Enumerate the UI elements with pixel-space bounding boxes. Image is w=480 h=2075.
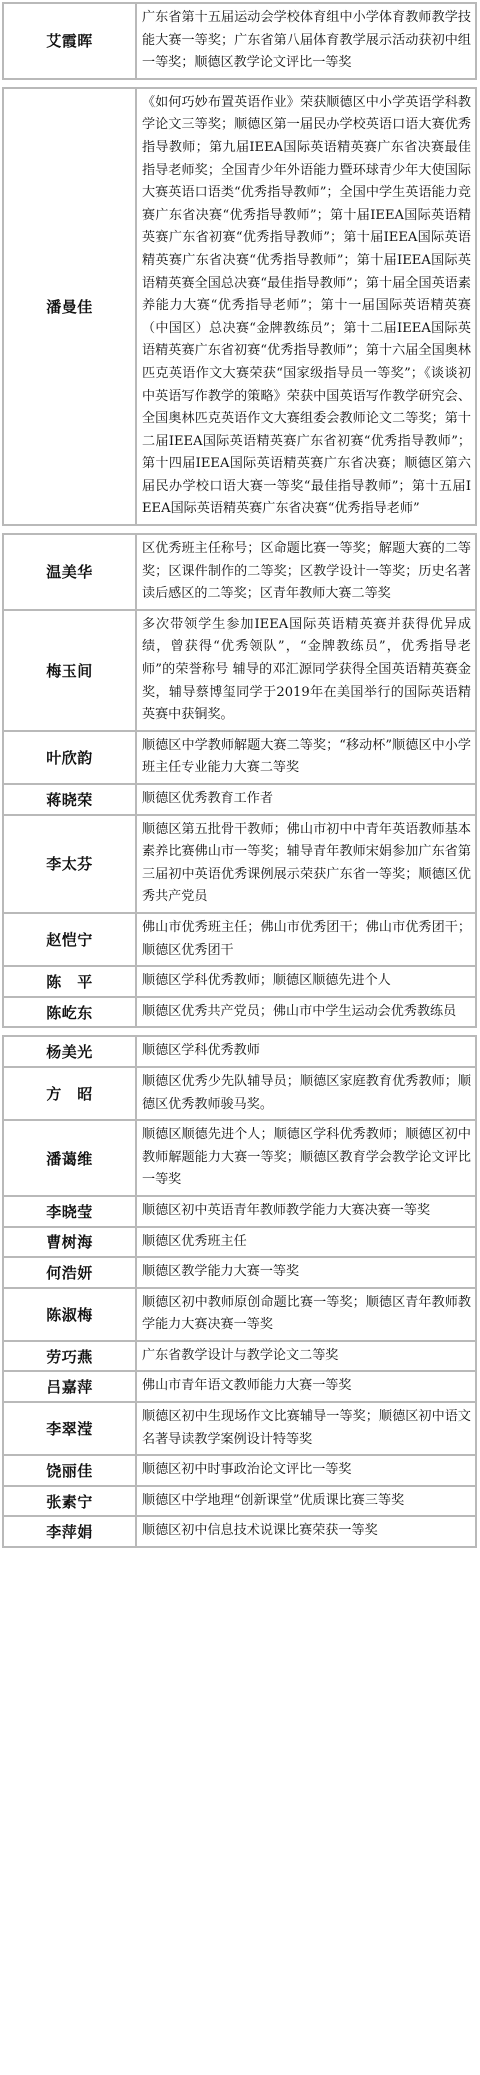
award-description: 顺德区优秀班主任 [142,1233,247,1249]
award-description: 广东省第十五届运动会学校体育组中小学体育教师教学技能大赛一等奖；广东省第八届体育教学展示活动获初中组一等奖；顺德区教学论文评比一等奖 [142,10,471,71]
teacher-name: 李萍娟 [4,1517,137,1546]
table-row [4,1454,475,1485]
award-description: 顺德区初中信息技术说课比赛荣获一等奖 [142,1523,378,1539]
award-description: 顺德区中学教师解题大赛二等奖；“移动杯”顺德区中小学班主任专业能力大赛二等奖 [142,737,471,776]
award-description: 顺德区初中时事政治论文评比一等奖 [142,1462,352,1478]
award-description: 顺德区初中英语青年教师教学能力大赛决赛一等奖 [142,1202,431,1218]
table-section [2,533,477,1028]
award-description: 多次带领学生参加IEEA国际英语精英赛并获得优异成绩，曾获得“优秀领队”，“金牌教练员”，优秀指导老师”的荣誉称号 辅导的邓汇源同学获得全国英语精英赛金奖，辅导蔡博玺同学于2019年在美国举行的国际英语精英赛中获铜奖。 [142,616,471,723]
award-description: 顺德区教学能力大赛一等奖 [142,1264,300,1280]
table-row [4,4,475,78]
table-row [4,783,475,814]
table-section [2,1035,477,1548]
table-row [4,1256,475,1287]
table-row [4,89,475,524]
teacher-name: 赵恺宁 [4,914,137,965]
award-description: 《如何巧妙布置英语作业》荣获顺德区中小学英语学科教学论文三等奖；顺德区第一届民办学校英语口语大赛优秀指导教师；第九届IEEA国际英语精英赛广东省决赛最佳指导老师奖；全国青少年外语能力暨环球青少年大使国际大赛英语口语类“优秀指导教师”；全国中学生英语能力竞赛广东省决赛“优秀指导教师”；第十届IEEA国际英语精英赛广东省初赛“优秀指导教师”；第十届IEEA国际英语精英赛广东省决赛“优秀指导教师”；第十届IEEA国际英语精英赛全国总决赛“最佳指导教师”；第十届全国英语素养能力大赛“优秀指导老师”；第十一届国际英语精英赛（中国区）总决赛“金牌教练员”；第十二届IEEA国际英语精英赛广东省初赛“优秀指导教师”；第十六届全国奥林匹克英语作文大赛荣获“国家级指导员一等奖”；《谈谈初中英语写作教学的策略》荣获中国英语写作教学研究会、全国奥林匹克英语作文大赛组委会教师论文二等奖；第十二届IEEA国际英语精英赛广东省初赛“优秀指导教师”；第十四届IEEA国际英语精英赛广东省决赛；顺德区第六届民办学校口语大赛一等奖“最佳指导教师”；第十五届IEEA国际英语精英赛广东省决赛“优秀指导老师” [142,94,471,517]
table-row [4,1195,475,1226]
award-description: 顺德区学科优秀教师；顺德区顺德先进个人 [142,973,391,989]
table-row [4,912,475,965]
teacher-name: 曹树海 [4,1228,137,1257]
award-description: 区优秀班主任称号；区命题比赛一等奖；解题大赛的二等奖；区课件制作的二等奖；区教学设计一等奖；历史名著读后感区的二等奖；区青年教师大赛二等奖 [142,541,471,602]
teacher-name: 李晓莹 [4,1197,137,1226]
teacher-name: 何浩妍 [4,1258,137,1287]
award-description: 顺德区优秀少先队辅导员；顺德区家庭教育优秀教师；顺德区优秀教师骏马奖。 [142,1073,471,1112]
teacher-name: 陈 平 [4,967,137,996]
award-description: 顺德区初中生现场作文比赛辅导一等奖；顺德区初中语文名著导读教学案例设计特等奖 [142,1409,471,1447]
award-description: 顺德区学科优秀教师 [142,1043,260,1059]
award-description: 顺德区中学地理“创新课堂”优质课比赛三等奖 [142,1492,405,1508]
teacher-name: 陈屹东 [4,998,137,1027]
teacher-name: 叶欣韵 [4,732,137,783]
award-description: 佛山市优秀班主任；佛山市优秀团干；佛山市优秀团干；顺德区优秀团干 [142,919,471,958]
award-description: 顺德区初中教师原创命题比赛一等奖；顺德区青年教师教学能力大赛决赛一等奖 [142,1294,471,1333]
teacher-name: 潘曼佳 [4,89,137,524]
table-section [2,87,477,526]
award-description: 顺德区优秀共产党员；佛山市中学生运动会优秀教练员 [142,1003,457,1019]
teacher-name: 李翠滢 [4,1403,137,1454]
table-row [4,1226,475,1257]
award-description: 佛山市青年语文教师能力大赛一等奖 [142,1378,352,1394]
teacher-name: 方 昭 [4,1068,137,1119]
teacher-name: 潘蔼维 [4,1121,137,1195]
honors-table [2,2,477,1548]
teacher-name: 陈淑梅 [4,1289,137,1340]
table-row [4,1287,475,1340]
table-row [4,1485,475,1516]
table-row [4,1066,475,1119]
table-row [4,814,475,912]
table-row [4,1037,475,1066]
teacher-name: 饶丽佳 [4,1456,137,1485]
teacher-name: 杨美光 [4,1037,137,1066]
table-row [4,965,475,996]
award-description: 顺德区第五批骨干教师；佛山市初中中青年英语教师基本素养比赛佛山市一等奖；辅导青年教师宋娟参加广东省第三届初中英语优秀课例展示荣获广东省一等奖；顺德区优秀共产党员 [142,821,471,905]
table-row [4,996,475,1027]
teacher-name: 劳巧燕 [4,1342,137,1371]
teacher-name: 梅玉间 [4,611,137,730]
table-row [4,1401,475,1454]
award-description: 顺德区顺德先进个人；顺德区学科优秀教师；顺德区初中教师解题能力大赛一等奖；顺德区教育学会教学论文评比一等奖 [142,1127,471,1188]
award-description: 顺德区优秀教育工作者 [142,791,273,806]
table-row [4,730,475,783]
table-row [4,609,475,730]
table-row [4,1370,475,1401]
table-row [4,1515,475,1546]
table-row [4,1340,475,1371]
teacher-name: 张素宁 [4,1487,137,1516]
table-row [4,535,475,609]
teacher-name: 蒋晓荣 [4,785,137,814]
award-description: 广东省教学设计与教学论文二等奖 [142,1347,339,1363]
table-row [4,1119,475,1195]
teacher-name: 艾霞晖 [4,4,137,78]
table-section [2,2,477,80]
teacher-name: 吕嘉萍 [4,1372,137,1401]
teacher-name: 温美华 [4,535,137,609]
teacher-name: 李太芬 [4,816,137,912]
